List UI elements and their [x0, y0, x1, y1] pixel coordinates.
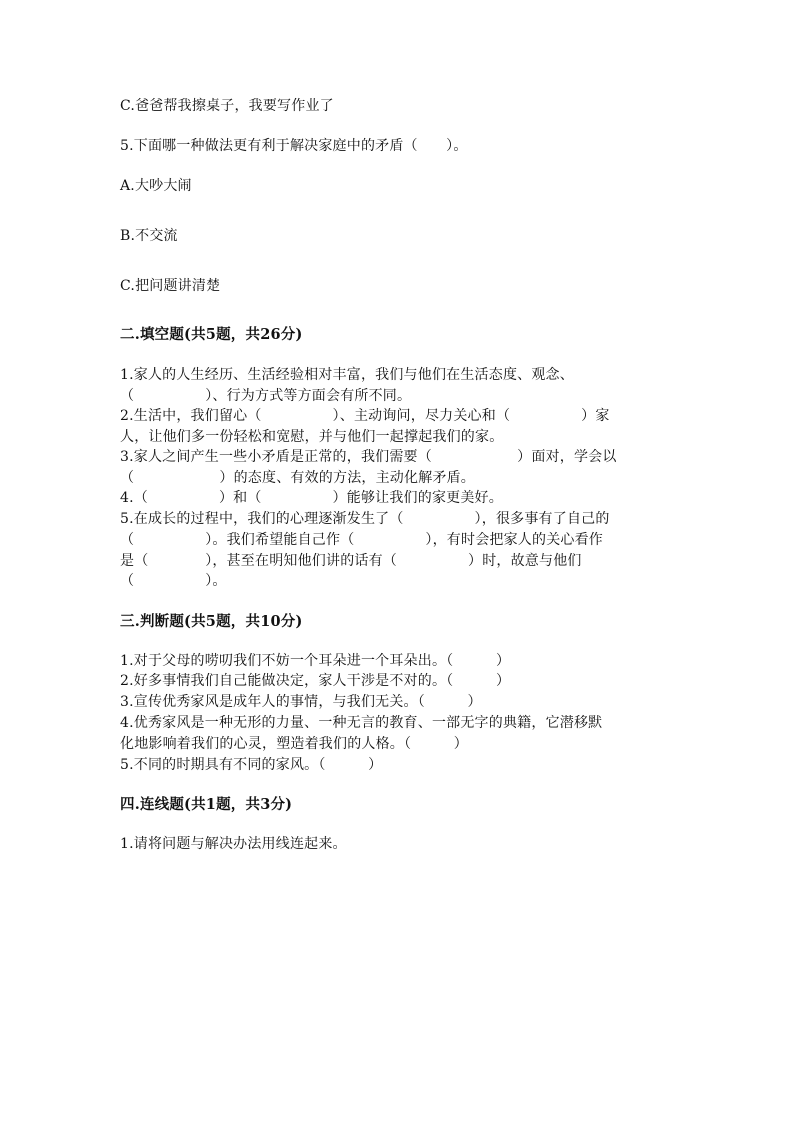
section-heading-true-false: 三.判断题(共5题，共10分)	[120, 613, 303, 630]
q4-option-c: C.爸爸帮我擦桌子，我要写作业了	[120, 98, 334, 114]
q5-option-a: A.大吵大闹	[120, 178, 192, 194]
fill-blank-line: （ ）。	[120, 573, 227, 589]
q5-option-c: C.把问题讲清楚	[120, 278, 221, 294]
section-heading-matching: 四.连线题(共1题，共3分)	[120, 796, 293, 813]
true-false-line: 化地影响着我们的心灵，塑造着我们的人格。（ ）	[120, 736, 468, 752]
section-heading-fill-blank: 二.填空题(共5题，共26分)	[120, 326, 303, 343]
true-false-line: 2.好多事情我们自己能做决定，家人干涉是不对的。（ ）	[120, 673, 511, 689]
fill-blank-line: 3.家人之间产生一些小矛盾是正常的，我们需要（ ）面对，学会以	[120, 449, 617, 465]
fill-blank-line: 4.（ ）和（ ）能够让我们的家更美好。	[120, 490, 503, 506]
true-false-line: 5.不同的时期具有不同的家风。（ ）	[120, 757, 383, 773]
fill-blank-line: 1.家人的人生经历、生活经验相对丰富，我们与他们在生活态度、观念、	[120, 367, 574, 383]
fill-blank-line: 2.生活中，我们留心（ ）、主动询问，尽力关心和（ ）家	[120, 408, 610, 424]
fill-blank-line: 5.在成长的过程中，我们的心理逐渐发生了（ ），很多事有了自己的	[120, 511, 610, 527]
fill-blank-line: （ ）、行为方式等方面会有所不同。	[120, 388, 412, 404]
fill-blank-line: 人，让他们多一份轻松和宽慰，并与他们一起撑起我们的家。	[120, 429, 504, 445]
true-false-line: 4.优秀家风是一种无形的力量、一种无言的教育、一部无字的典籍，它潜移默	[120, 715, 603, 731]
fill-blank-line: 是（ ），甚至在明知他们讲的话有（ ）时，故意与他们	[120, 553, 582, 569]
fill-blank-line: （ ）的态度、有效的方法，主动化解矛盾。	[120, 470, 475, 486]
true-false-line: 1.对于父母的唠叨我们不妨一个耳朵进一个耳朵出。（ ）	[120, 653, 511, 669]
matching-question: 1.请将问题与解决办法用线连起来。	[120, 836, 347, 852]
fill-blank-line: （ ）。我们希望能自己作（ ），有时会把家人的关心看作	[120, 532, 603, 548]
q5-option-b: B.不交流	[120, 228, 178, 244]
true-false-line: 3.宣传优秀家风是成年人的事情，与我们无关。（ ）	[120, 694, 482, 710]
q5-stem: 5.下面哪一种做法更有利于解决家庭中的矛盾（ ）。	[120, 138, 468, 154]
